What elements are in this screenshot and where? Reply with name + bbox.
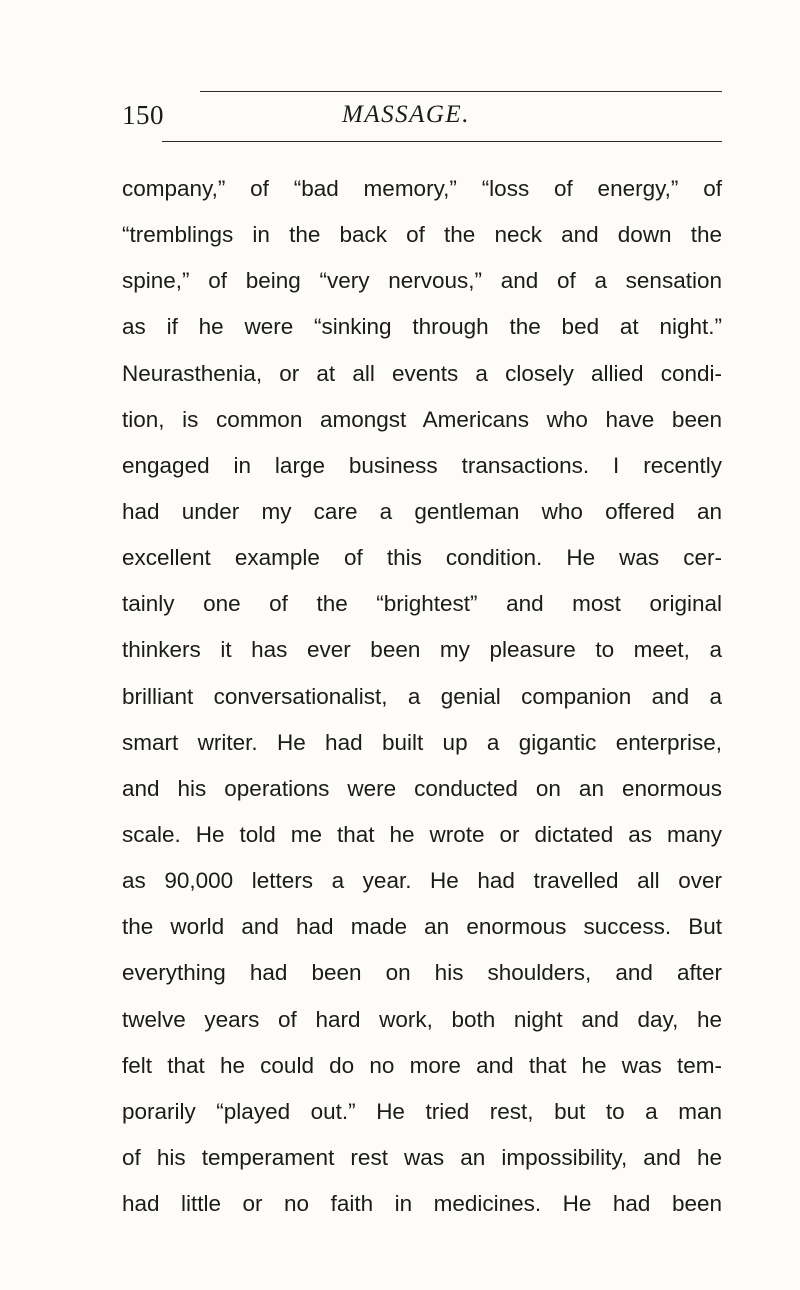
text-line: thinkers it has ever been my pleasure to meet, a bbox=[122, 637, 722, 663]
text-line: scale. He told me that he wrote or dictated as many bbox=[122, 821, 722, 847]
text-line: everything had been on his shoulders, and after bbox=[122, 960, 722, 986]
text-line: and his operations were conducted on an enormous bbox=[122, 775, 722, 801]
text-line: tion, is common amongst Americans who have been bbox=[122, 406, 722, 432]
text-line: “tremblings in the back of the neck and down the bbox=[122, 222, 722, 248]
text-line: spine,” of being “very nervous,” and of a sensation bbox=[122, 268, 722, 294]
header-rule bbox=[162, 141, 722, 142]
text-line: of his temperament rest was an impossibility, and he bbox=[122, 1144, 722, 1170]
text-line: brilliant conversationalist, a genial companion and a bbox=[122, 683, 722, 709]
top-rule bbox=[200, 91, 722, 92]
text-line: engaged in large business transactions. I recently bbox=[122, 452, 722, 478]
text-line: Neurasthenia, or at all events a closely allied condi- bbox=[122, 360, 722, 386]
text-line: porarily “played out.” He tried rest, but to a man bbox=[122, 1098, 722, 1124]
text-line: tainly one of the “brightest” and most original bbox=[122, 591, 722, 617]
text-line: had under my care a gentleman who offered an bbox=[122, 498, 722, 524]
text-line: company,” of “bad memory,” “loss of energy,” of bbox=[122, 176, 722, 201]
text-line: had little or no faith in medicines. He had been bbox=[122, 1191, 722, 1217]
text-line: excellent example of this condition. He was cer- bbox=[122, 545, 722, 571]
page-body bbox=[122, 166, 722, 1227]
text-line: felt that he could do no more and that he was tem- bbox=[122, 1052, 722, 1078]
page-number: 150 bbox=[122, 100, 164, 130]
page-header bbox=[122, 98, 722, 142]
text-line: twelve years of hard work, both night and day, he bbox=[122, 1006, 722, 1032]
text-line: as if he were “sinking through the bed at night.” bbox=[122, 314, 722, 340]
text-line: as 90,000 letters a year. He had travelled all over bbox=[122, 868, 722, 894]
running-head: MASSAGE. bbox=[342, 101, 470, 128]
text-line: smart writer. He had built up a gigantic enterprise, bbox=[122, 729, 722, 755]
text-line: the world and had made an enormous success. But bbox=[122, 914, 722, 940]
